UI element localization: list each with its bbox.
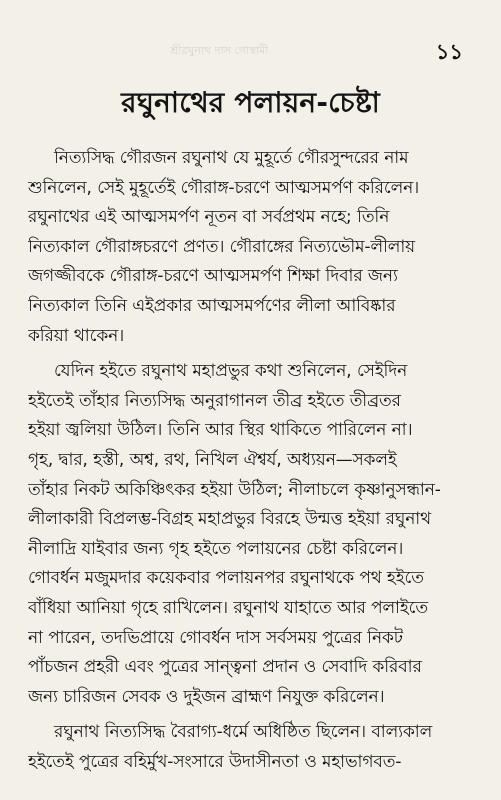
body-text	[28, 143, 476, 782]
paragraph-1	[28, 143, 476, 350]
text-line: হইতেই তাঁহার নিত্যসিদ্ধ অনুরাগানল তীব্র হইতে তীব্রতর	[28, 389, 401, 410]
text-line: বাঁধিয়া আনিয়া গৃহে রাখিলেন। রঘুনাথ যাহাতে আর পলাইতে	[28, 596, 428, 617]
text-line: রঘুনাথের এই আত্মসমর্পণ নূতন বা সর্বপ্রথম নহে; তিনি	[28, 206, 390, 227]
paragraph-3	[28, 717, 476, 776]
text-line: করিয়া থাকেন।	[28, 324, 125, 345]
chapter-title: রঘুনাথের পলায়ন-চেষ্টা	[121, 86, 380, 119]
text-line: নিত্যকাল তিনি এইপ্রকার আত্মসমর্পণের লীলা আবিষ্কার	[28, 294, 396, 315]
text-line: নিত্যকাল গৌরাঙ্গচরণে প্রণত। গৌরাঙ্গের নিত্যভৌম-লীলায়	[28, 235, 416, 256]
text-line: লীলাকারী বিপ্রলম্ভ-বিগ্রহ মহাপ্রভুর বিরহে উন্মত্ত হইয়া রঘুনাথ	[28, 508, 431, 529]
text-line: রঘুনাথ নিত্যসিদ্ধ বৈরাগ্য-ধর্মে অধিষ্ঠিত ছিলেন। বাল্যকাল	[54, 721, 433, 742]
text-line: না পারেন, তদভিপ্রায়ে গোবর্ধন দাস সর্বসময় পুত্রের নিকট	[28, 626, 403, 647]
text-line: নীলাদ্রি যাইবার জন্য গৃহ হইতে পলায়নের চেষ্টা করিলেন।	[28, 537, 404, 558]
text-line: পাঁচজন প্রহরী এবং পুত্রের সান্ত্বনা প্রদান ও সেবাদি করিবার	[28, 656, 422, 677]
page-number: ১১	[435, 40, 463, 64]
paragraph-2	[28, 356, 476, 711]
text-line: গৃহ, দ্বার, হস্তী, অশ্ব, রথ, নিখিল ঐশ্বর্য, অধ্যয়ন—সকলই	[28, 448, 397, 469]
text-line: শুনিলেন, সেই মুহূর্তেই গৌরাঙ্গ-চরণে আত্মসমর্পণ করিলেন।	[28, 176, 420, 197]
text-line: নিত্যসিদ্ধ গৌরজন রঘুনাথ যে মুহূর্তে গৌরসুন্দরের নাম	[54, 147, 409, 167]
text-line: যেদিন হইতে রঘুনাথ মহাপ্রভুর কথা শুনিলেন, সেইদিন	[54, 360, 408, 381]
text-line: হইতেই পুত্রের বহির্মুখ-সংসারে উদাসীনতা ও মহাভাগবত-	[28, 750, 402, 771]
faint-running-head: শ্রীরঘুনাথ দাস গোস্বামী	[170, 44, 269, 56]
text-line: তাঁহার নিকট অকিঞ্চিৎকর হইয়া উঠিল; নীলাচলে কৃষ্ণানুসন্ধান-	[28, 478, 441, 499]
text-line: হইয়া জ্বলিয়া উঠিল। তিনি আর স্থির থাকিতে পারিলেন না।	[28, 419, 413, 440]
text-line: জগজ্জীবকে গৌরাঙ্গ-চরণে আত্মসমর্পণ শিক্ষা দিবার জন্য	[28, 265, 398, 286]
text-line: জন্য চারিজন সেবক ও দুইজন ব্রাহ্মণ নিযুক্ত করিলেন।	[28, 685, 385, 706]
text-line: গোবর্ধন মজুমদার কয়েকবার পলায়নপর রঘুনাথকে পথ হইতে	[28, 567, 424, 588]
